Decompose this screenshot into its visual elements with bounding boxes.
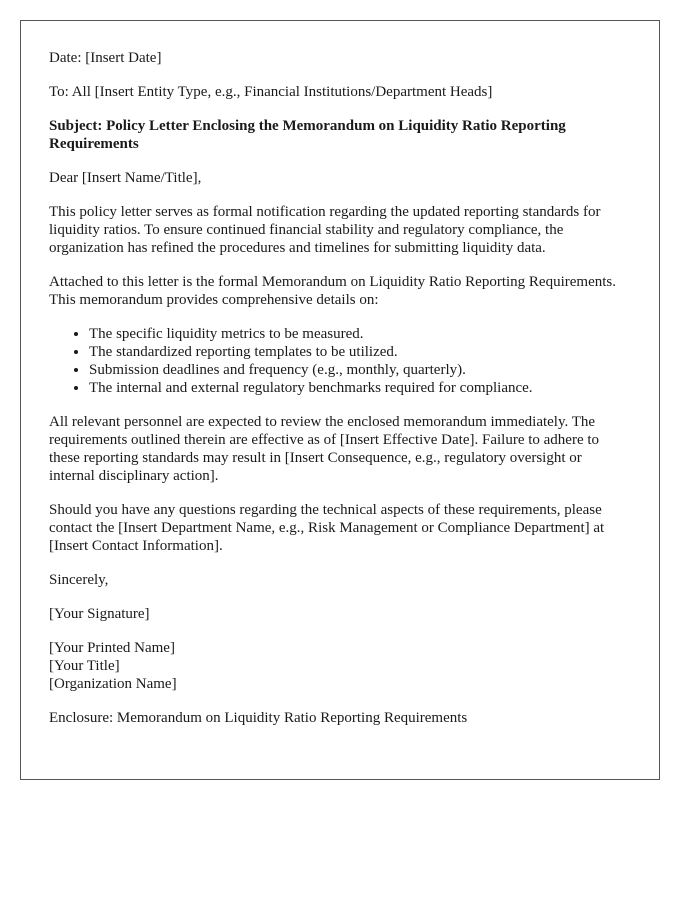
recipient-line: To: All [Insert Entity Type, e.g., Financial Institutions/Department Heads] [49,84,493,100]
printed-name: [Your Printed Name] [49,640,175,656]
signatory-block [49,639,631,693]
attachment-paragraph: Attached to this letter is the formal Memorandum on Liquidity Ratio Reporting Requirements. This memorandum provides comprehensive details on: [49,274,616,308]
organization-name: [Organization Name] [49,676,177,692]
list-item: • The specific liquidity metrics to be measured. [89,325,631,343]
enclosure-line: Enclosure: Memorandum on Liquidity Ratio Reporting Requirements [49,710,468,726]
intro-paragraph: This policy letter serves as formal notification regarding the updated reporting standards for liquidity ratios. To ensure continued financial stability and regulatory compliance, the organization has refined the procedures and timelines for submitting liquidity data. [49,204,601,256]
contact-paragraph: Should you have any questions regarding the technical aspects of these requirements, please contact the [Insert Department Name, e.g., Risk Management or Compliance Department] at [Insert Contact Information]. [49,502,605,554]
list-item: • The standardized reporting templates to be utilized. [89,343,631,361]
subject-line: Subject: Policy Letter Enclosing the Memorandum on Liquidity Ratio Reporting Requirements [49,118,566,152]
compliance-paragraph: All relevant personnel are expected to review the enclosed memorandum immediately. The requirements outlined therein are effective as of [Insert Effective Date]. Failure to adhere to these reporting standards may result in [Insert Consequence, e.g., regulatory oversight or internal disciplinary action]. [49,414,600,484]
memo-details-list [49,325,631,397]
list-item: • Submission deadlines and frequency (e.g., monthly, quarterly). [89,361,631,379]
signature-placeholder: [Your Signature] [49,606,150,622]
date-line: Date: [Insert Date] [49,50,162,66]
closing: Sincerely, [49,572,109,588]
salutation: Dear [Insert Name/Title], [49,170,202,186]
list-item: • The internal and external regulatory benchmarks required for compliance. [89,379,631,397]
policy-letter [20,20,660,780]
signatory-title: [Your Title] [49,658,120,674]
